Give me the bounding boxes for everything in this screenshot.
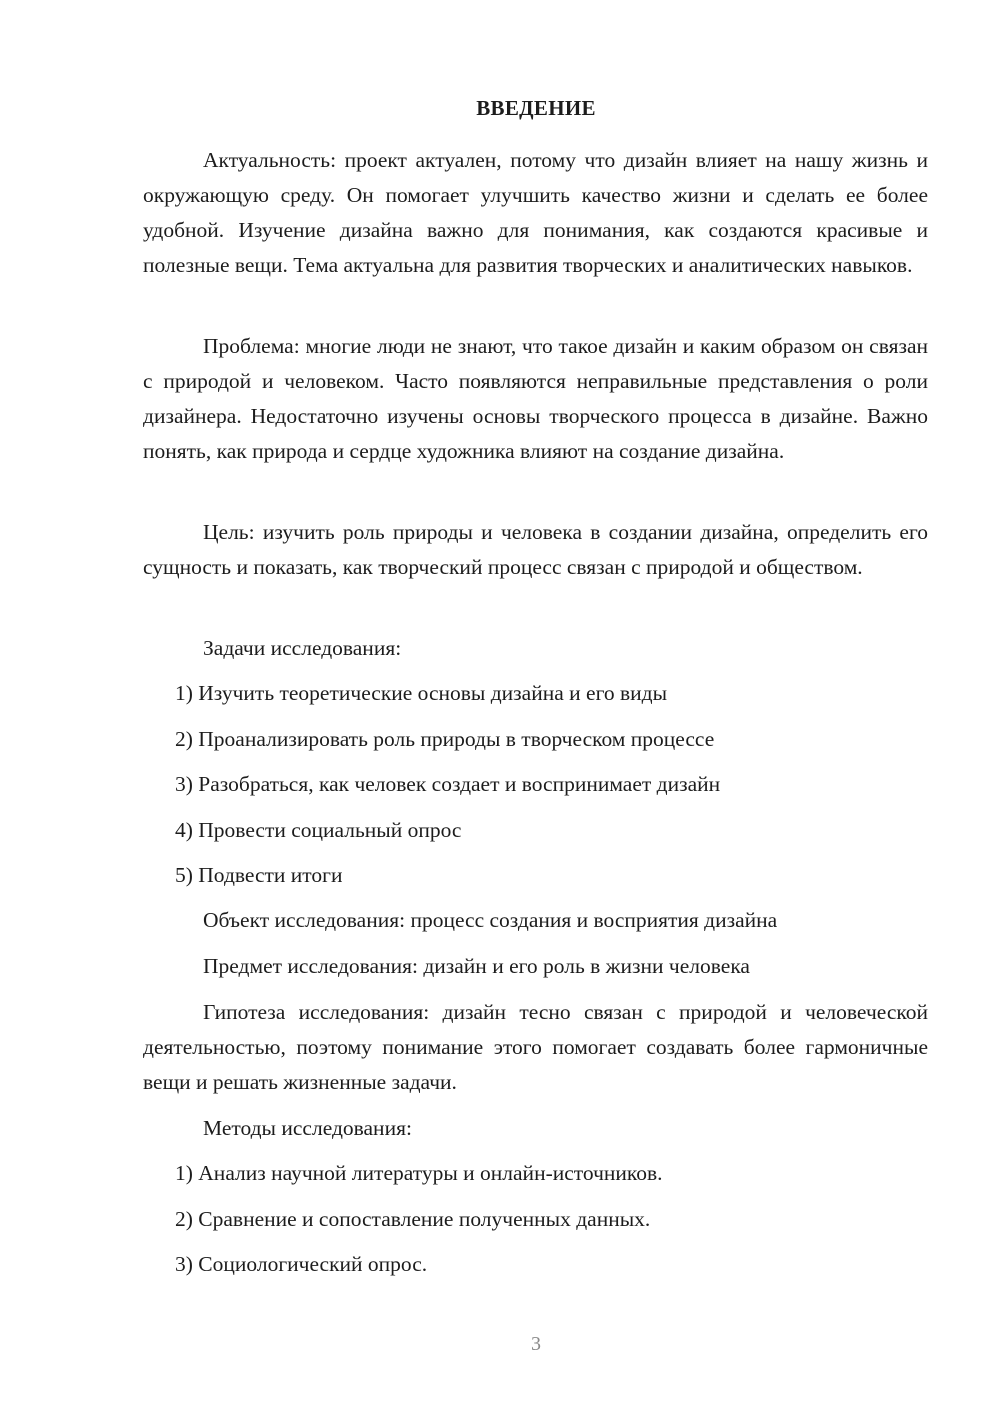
task-item: 2) Проанализировать роль природы в творческом процессе bbox=[175, 727, 715, 751]
tasks-heading: Задачи исследования: bbox=[203, 636, 402, 660]
problem-paragraph: Проблема: многие люди не знают, что такое дизайн и каким образом он связан с природой и человеком. Часто появляются неправильные представления о роли дизайнера. Недостаточно изучены основы творческого процесса в дизайне. Важно понять, как природа и сердце художника влияют на создание дизайна. bbox=[143, 334, 928, 463]
methods-heading: Методы исследования: bbox=[203, 1116, 412, 1140]
task-item: 3) Разобраться, как человек создает и воспринимает дизайн bbox=[175, 772, 721, 796]
task-item: 1) Изучить теоретические основы дизайна и его виды bbox=[175, 681, 668, 705]
method-item: 1) Анализ научной литературы и онлайн-источников. bbox=[175, 1161, 663, 1185]
section-title: ВВЕДЕНИЕ bbox=[476, 96, 596, 120]
task-item: 5) Подвести итоги bbox=[175, 863, 343, 887]
page-number: 3 bbox=[531, 1333, 541, 1355]
object-paragraph: Объект исследования: процесс создания и восприятия дизайна bbox=[203, 908, 778, 932]
subject-paragraph: Предмет исследования: дизайн и его роль в жизни человека bbox=[203, 954, 750, 978]
method-item: 3) Социологический опрос. bbox=[175, 1252, 428, 1276]
task-item: 4) Провести социальный опрос bbox=[175, 818, 462, 842]
method-item: 2) Сравнение и сопоставление полученных данных. bbox=[175, 1207, 651, 1231]
hypothesis-paragraph: Гипотеза исследования: дизайн тесно связан с природой и человеческой деятельностью, поэтому понимание этого помогает создавать более гармоничные вещи и решать жизненные задачи. bbox=[143, 1000, 928, 1094]
goal-paragraph: Цель: изучить роль природы и человека в создании дизайна, определить его сущность и показать, как творческий процесс связан с природой и обществом. bbox=[143, 520, 928, 579]
relevance-paragraph: Актуальность: проект актуален, потому что дизайн влияет на нашу жизнь и окружающую среду. Он помогает улучшить качество жизни и сделать ее более удобной. Изучение дизайна важно для понимания, как создаются красивые и полезные вещи. Тема актуальна для развития творческих и аналитических навыков. bbox=[143, 148, 928, 277]
